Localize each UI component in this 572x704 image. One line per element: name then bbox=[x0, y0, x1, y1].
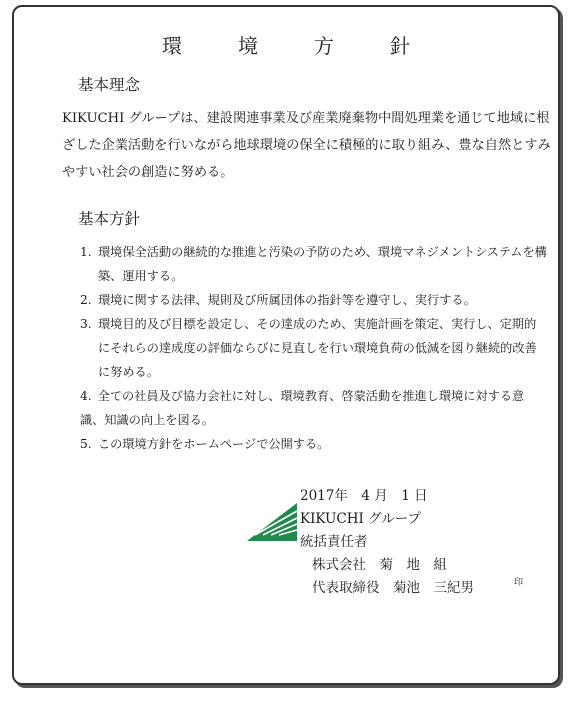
policy-item-5 bbox=[80, 432, 548, 456]
policy-item-number: 2. bbox=[80, 293, 92, 307]
policy-item-text: この環境方針をホームページで公開する。 bbox=[98, 437, 330, 451]
page-title: 環 境 方 針 bbox=[162, 34, 428, 58]
policy-item-1 bbox=[80, 240, 548, 288]
signature-date: 2017年 4 月 1 日 bbox=[300, 488, 428, 504]
policy-item-3 bbox=[80, 312, 548, 384]
policy-item-number: 1. bbox=[80, 245, 92, 259]
signature-company: 株式会社 菊 地 組 bbox=[312, 557, 447, 573]
policy-item-text: 全ての社員及び協力会社に対し、環境教育、啓蒙活動を推進し環境に対する意識、知識の向上を図る。 bbox=[80, 389, 525, 427]
signature-representative: 代表取締役 菊池 三紀男 bbox=[312, 580, 474, 596]
company-logo bbox=[247, 501, 299, 545]
signature-group: KIKUCHI グループ bbox=[300, 511, 422, 527]
policy-heading: 基本方針 bbox=[78, 210, 141, 228]
seal-mark: 印 bbox=[514, 578, 524, 588]
policy-list bbox=[80, 240, 548, 456]
policy-item-text: 環境に関する法律、規則及び所属団体の指針等を遵守し、実行する。 bbox=[98, 293, 476, 307]
policy-item-text: 環境目的及び目標を設定し、その達成のため、実施計画を策定、実行し、定期的にそれらの達成度の評価ならびに見直しを行い環境負荷の低減を図り継続的改善に努める。 bbox=[98, 317, 537, 379]
philosophy-text: KIKUCHI グループは、建設関連事業及び産業廃棄物中間処理業を通じて地域に根ざした企業活動を行いながら地球環境の保全に積極的に取り組み、豊な自然とすみやすい社会の創造に努める。 bbox=[62, 111, 551, 180]
policy-item-4 bbox=[80, 384, 548, 432]
signature-role: 統括責任者 bbox=[300, 534, 368, 550]
signature-block bbox=[300, 485, 474, 600]
policy-item-text: 環境保全活動の継続的な推進と汚染の予防のため、環境マネジメントシステムを構築、運用する。 bbox=[98, 245, 547, 283]
policy-item-number: 5. bbox=[80, 437, 92, 451]
policy-item-number: 4. bbox=[80, 389, 92, 403]
policy-item-2 bbox=[80, 288, 548, 312]
philosophy-heading: 基本理念 bbox=[78, 76, 141, 94]
triangle-logo-icon bbox=[247, 501, 299, 541]
policy-item-number: 3. bbox=[80, 317, 92, 331]
